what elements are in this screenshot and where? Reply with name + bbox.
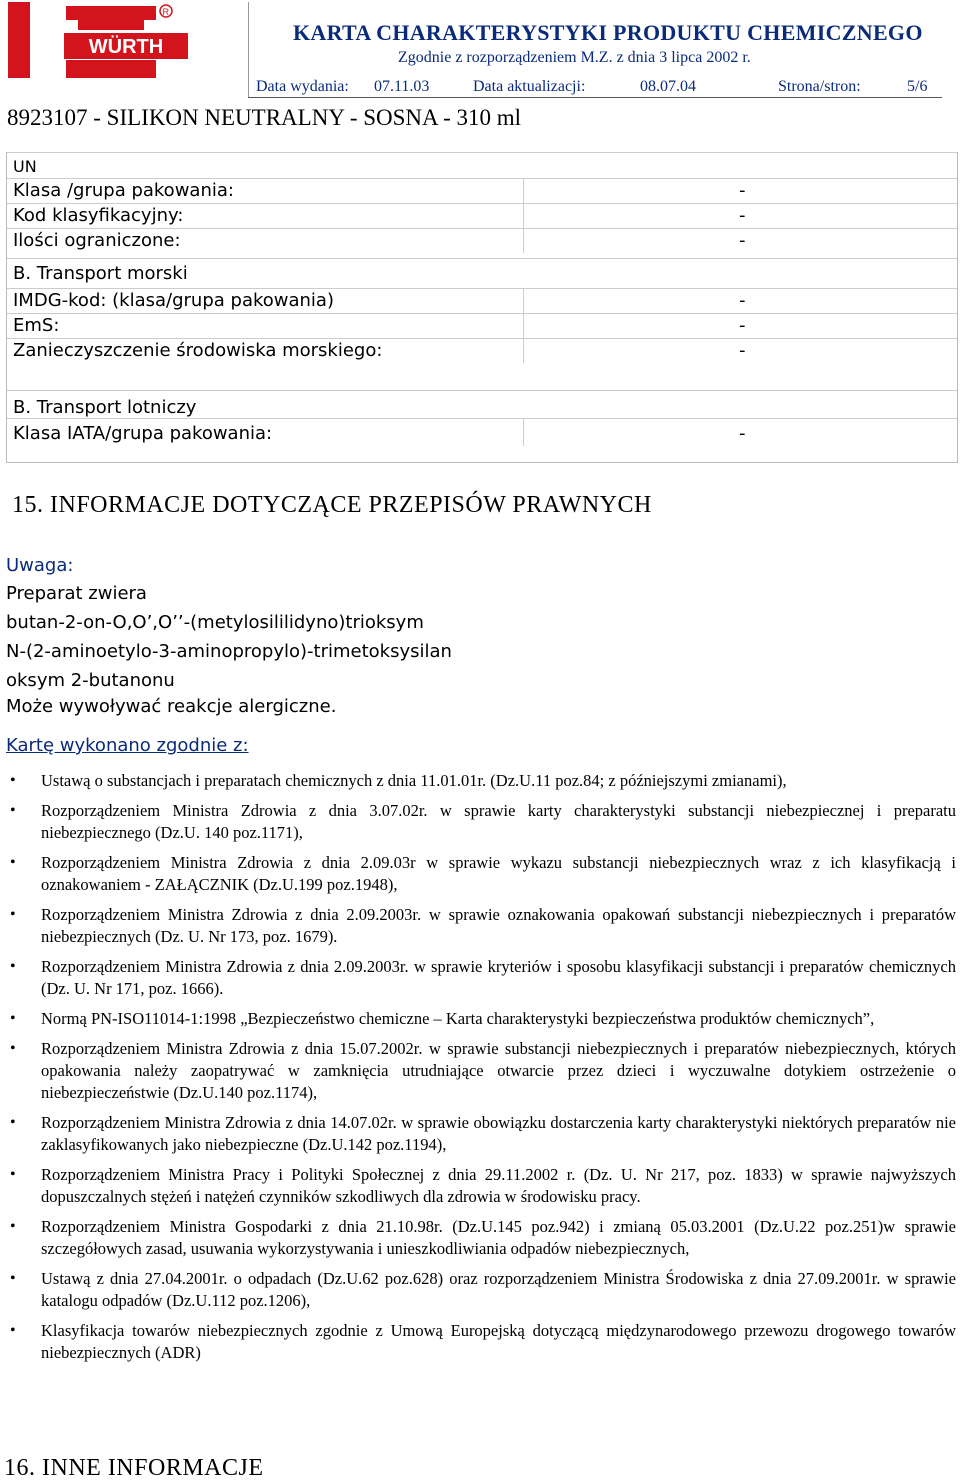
list-item [0, 1216, 956, 1260]
table-row [7, 418, 957, 447]
table-row [7, 203, 957, 229]
row-label: EmS: [13, 315, 60, 336]
air-transport-title: B. Transport lotniczy [13, 397, 197, 418]
list-item [0, 770, 956, 792]
bullet: • [10, 1114, 16, 1131]
list-item [0, 1112, 956, 1156]
row-value: - [739, 180, 746, 201]
row-value: - [739, 340, 746, 361]
list-item [0, 1008, 956, 1030]
section-16-heading: 16. INNE INFORMACJE [4, 1455, 264, 1481]
bullet: • [10, 772, 16, 789]
list-item [0, 956, 956, 1000]
table-row [7, 228, 957, 254]
regulation-text: Rozporządzeniem Ministra Zdrowia z dnia 2.09.2003r. w sprawie oznakowania opakowań substancji niebezpiecznych i preparatów niebezpiecznych (Dz. U. Nr 173, poz. 1679). [41, 905, 956, 946]
note-line: butan-2-on-O,O’,O’’-(metylosililidyno)trioksym [6, 612, 424, 633]
regulation-text: Rozporządzeniem Ministra Gospodarki z dnia 21.10.98r. (Dz.U.145 poz.942) i zmianą 05.03.2001 (Dz.U.22 poz.251)w sprawie szczegółowych zasad, usuwania wykorzystywania i unieszkodliwiania odpadów niebezpiecznych, [41, 1217, 956, 1258]
bullet: • [10, 854, 16, 871]
bullet: • [10, 1322, 16, 1339]
table-row [7, 152, 957, 179]
regulation-text: Rozporządzeniem Ministra Pracy i Polityki Społecznej z dnia 29.11.2002 r. (Dz. U. Nr 217, poz. 1833) w sprawie najwyższych dopuszczalnych stężeń i natężeń czynników szkodliwych dla zdrowia w środowisku pracy. [41, 1165, 956, 1206]
issue-label: Data wydania: [256, 78, 349, 95]
bullet: • [10, 1010, 16, 1027]
regulations-list [0, 770, 956, 1372]
column-divider [523, 418, 524, 446]
note-line: oksym 2-butanonu [6, 670, 175, 691]
bullet: • [10, 1040, 16, 1057]
column-divider [523, 288, 524, 363]
regulation-text: Ustawą o substancjach i preparatach chemicznych z dnia 11.01.01r. (Dz.U.11 poz.84; z późniejszymi zmianami), [41, 771, 787, 790]
note-label: Uwaga: [6, 555, 74, 576]
row-value: - [739, 315, 746, 336]
regulation-text: Rozporządzeniem Ministra Zdrowia z dnia 3.07.02r. w sprawie karty charakterystyki substancji niebezpiecznej i preparatu niebezpiecznego (Dz.U. 140 poz.1171), [41, 801, 956, 842]
made-according-label: Kartę wykonano zgodnie z: [6, 735, 249, 756]
list-item [0, 904, 956, 948]
header-divider [248, 2, 249, 97]
un-label: UN [13, 157, 37, 176]
list-item [0, 1268, 956, 1312]
row-label: Zanieczyszczenie środowiska morskiego: [13, 340, 383, 361]
page-value: 5/6 [907, 78, 928, 95]
row-label: Ilości ograniczone: [13, 230, 181, 251]
table-row [7, 390, 957, 419]
regulation-text: Klasyfikacja towarów niebezpiecznych zgodnie z Umową Europejską dotyczącą międzynarodowego przewozu drogowego towarów niebezpiecznych (ADR) [41, 1321, 956, 1362]
table-row [7, 178, 957, 204]
page-label: Strona/stron: [778, 78, 861, 95]
list-item [0, 1320, 956, 1364]
document-title: KARTA CHARAKTERYSTYKI PRODUKTU CHEMICZNEGO [293, 20, 923, 45]
document-subtitle: Zgodnie z rozporządzeniem M.Z. z dnia 3 lipca 2002 r. [398, 49, 751, 66]
bullet: • [10, 958, 16, 975]
regulation-text: Rozporządzeniem Ministra Zdrowia z dnia 2.09.03r w sprawie wykazu substancji niebezpiecznych wraz z ich klasyfikacją i oznakowaniem - ZAŁĄCZNIK (Dz.U.199 poz.1948), [41, 853, 956, 894]
row-value: - [739, 230, 746, 251]
section-15-heading: 15. INFORMACJE DOTYCZĄCE PRZEPISÓW PRAWNYCH [12, 492, 652, 518]
update-label: Data aktualizacji: [473, 78, 586, 95]
row-label: Klasa IATA/grupa pakowania: [13, 423, 273, 444]
table-row [7, 288, 957, 314]
transport-table [6, 152, 958, 463]
update-date: 08.07.04 [640, 78, 696, 95]
bullet: • [10, 802, 16, 819]
bullet: • [10, 1218, 16, 1235]
row-value: - [739, 205, 746, 226]
column-divider [523, 178, 524, 253]
regulation-text: Rozporządzeniem Ministra Zdrowia z dnia 2.09.2003r. w sprawie kryteriów i sposobu klasyfikacji substancji i preparatów chemicznych (Dz. U. Nr 171, poz. 1666). [41, 957, 956, 998]
row-label: Klasa /grupa pakowania: [13, 180, 234, 201]
table-row [7, 313, 957, 339]
bullet: • [10, 906, 16, 923]
list-item [0, 852, 956, 896]
note-line: Preparat zwiera [6, 583, 147, 604]
table-row [7, 338, 957, 364]
sea-transport-title: B. Transport morski [13, 263, 188, 284]
bullet: • [10, 1166, 16, 1183]
regulation-text: Rozporządzeniem Ministra Zdrowia z dnia 15.07.2002r. w sprawie substancji niebezpiecznych i preparatów niebezpiecznych, których opakowania należy zaopatrywać w zamknięcia utrudniające otwarcie przez dzieci i wyczuwalne dotykiem ostrzeżenie o niebezpieczeństwie (Dz.U.140 poz.1174), [41, 1039, 956, 1102]
row-label: Kod klasyfikacyjny: [13, 205, 184, 226]
brand-text: WÜRTH [88, 36, 164, 58]
list-item [0, 800, 956, 844]
product-name: 8923107 - SILIKON NEUTRALNY - SOSNA - 310 ml [7, 105, 522, 130]
list-item [0, 1164, 956, 1208]
list-item [0, 1038, 956, 1104]
wurth-logo [6, 0, 244, 82]
table-row [7, 258, 957, 289]
regulation-text: Ustawą z dnia 27.04.2001r. o odpadach (Dz.U.62 poz.628) oraz rozporządzeniem Ministra Środowiska z dnia 27.09.2001r. w sprawie katalogu odpadów (Dz.U.112 poz.1206), [41, 1269, 956, 1310]
note-line: Może wywoływać reakcje alergiczne. [6, 696, 337, 717]
issue-date: 07.11.03 [374, 78, 430, 95]
row-value: - [739, 290, 746, 311]
header-rule [248, 97, 942, 98]
row-label: IMDG-kod: (klasa/grupa pakowania) [13, 290, 334, 311]
regulation-text: Normą PN-ISO11014-1:1998 „Bezpieczeństwo chemiczne – Karta charakterystyki bezpieczeństwa produktów chemicznych”, [41, 1009, 875, 1028]
row-value: - [739, 423, 746, 444]
bullet: • [10, 1270, 16, 1287]
note-line: N-(2-aminoetylo-3-aminopropylo)-trimetoksysilan [6, 641, 452, 662]
regulation-text: Rozporządzeniem Ministra Zdrowia z dnia 14.07.02r. w sprawie obowiązku dostarczenia karty charakterystyki niektórych preparatów nie zaklasyfikowanych jako niebezpieczne (Dz.U.142 poz.1194), [41, 1113, 956, 1154]
svg-text:R: R [162, 7, 169, 17]
